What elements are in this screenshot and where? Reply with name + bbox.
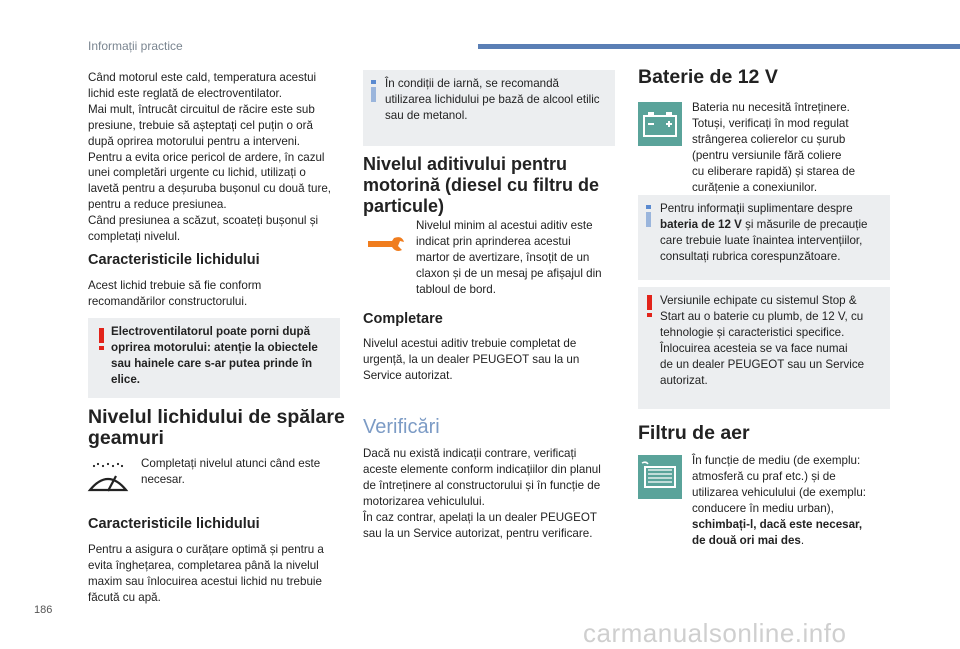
text-line: indicat prin aprinderea acestui [416, 234, 571, 248]
text-line: de un dealer PEUGEOT sau un Service [660, 357, 865, 371]
air-filter-icon [638, 455, 682, 499]
text-line: unei completări urgente cu lichid, utilizați o [88, 166, 306, 180]
text-line: după oprirea motorului pentru a interveni. [88, 134, 301, 148]
text-line: necesar. [141, 472, 185, 486]
text-line: Totuși, verificați în mod regulat [692, 116, 849, 130]
air-filter-text [692, 453, 897, 548]
heading-line: Nivelul lichidului de spălare [88, 406, 345, 428]
bold-phrase: bateria de 12 V [660, 217, 742, 231]
battery-text [692, 100, 897, 195]
text-line: curățenie a conexiunilor. [692, 180, 818, 194]
text-span: . [800, 533, 805, 547]
text-line: Start au o baterie cu plumb, de 12 V, cu [660, 309, 864, 323]
page-number: 186 [34, 604, 53, 616]
text-line: Pentru a evita orice pericol de ardere, în cazul [88, 150, 325, 164]
wrench-icon [366, 233, 406, 255]
text-line: strângerea colierelor cu șurub [692, 132, 846, 146]
verificari-heading: Verificări [363, 416, 440, 438]
text-line: Completați nivelul atunci când este [141, 457, 321, 470]
text-line: (pentru versiunile fără coliere [692, 148, 842, 162]
text-line: Bateria nu necesită întreținere. [692, 101, 850, 114]
text-line: utilizarea lichidului pe bază de alcool etilic [385, 92, 600, 106]
text-line: lichid este reglată de electroventilator. [88, 86, 282, 100]
text-line: făcută cu apă. [88, 590, 161, 604]
text-line: atmosferă cu praf etc.) și de [692, 469, 836, 483]
text-line: sau hainele care s-ar putea prinde în [111, 356, 313, 370]
text-line: lavetă pentru a deșuruba bușonul cu două ture, [88, 182, 331, 196]
winter-info-box [363, 70, 615, 146]
text-line: În funcție de mediu (de exemplu: [692, 454, 861, 467]
washer-fluid-heading [88, 407, 348, 449]
text-line: Pentru a asigura o curățare optimă și pentru a [88, 543, 324, 556]
text-line: consultați rubrica corespunzătoare. [660, 249, 841, 263]
text-line: care trebuie luate înaintea intervențiilor, [660, 233, 863, 247]
text-line: martor de avertizare, însoțit de un [416, 250, 590, 264]
washer-fluid-text [141, 456, 341, 488]
diesel-additive-text [416, 218, 616, 298]
text-line: sau la un Service autorizat, pentru verificare. [363, 526, 593, 540]
text-line-bold: schimbați-l, dacă este necesar, [692, 517, 863, 531]
text-line: În caz contrar, apelați la un dealer PEUGEOT [363, 510, 597, 524]
text-line: Pentru informații suplimentare despre [660, 202, 853, 215]
text-line: Electroventilatorul poate porni după [111, 325, 311, 338]
section-header: Informații practice [88, 39, 183, 53]
text-line: cu eliberare rapidă) și starea de [692, 164, 856, 178]
battery-info-box [638, 195, 890, 280]
coolant-intro [88, 70, 348, 245]
text-line: conducere în mediu urban), [692, 501, 834, 515]
text-line: sau de metanol. [385, 108, 468, 122]
verificari-text [363, 446, 628, 541]
wiper-icon [86, 460, 130, 500]
text-line: Mai mult, întrucât circuitul de răcire este sub [88, 102, 315, 116]
text-line: Când presiunea a scăzut, scoateți bușonul și [88, 214, 319, 228]
fluid-characteristics-heading: Caracteristicile lichidului [88, 252, 260, 268]
battery-icon [638, 102, 682, 146]
warning-exclamation-icon [99, 328, 104, 350]
fan-warning-box [88, 318, 340, 398]
text-span: și măsurile de precauție [741, 217, 868, 231]
text-line: completați nivelul. [88, 230, 181, 244]
completare-text [363, 336, 623, 384]
washer-characteristics-heading: Caracteristicile lichidului [88, 516, 260, 532]
text-line: evita înghețarea, completarea până la nivelul [88, 558, 319, 572]
text-line: Dacă nu există indicații contrare, verificați [363, 447, 577, 460]
text-line: Când motorul este cald, temperatura acestui [88, 71, 317, 84]
text-line: pentru a reduce presiunea. [88, 198, 227, 212]
info-icon [646, 205, 651, 227]
diesel-additive-heading [363, 154, 623, 217]
text-line: În condiții de iarnă, se recomandă [385, 77, 560, 90]
watermark: carmanualsonline.info [583, 618, 847, 648]
text-line: de întreținere al constructorului și în funcție de [363, 478, 601, 492]
text-line: maxim sau înlocuirea acestui lichid nu trebuie [88, 574, 322, 588]
bold-phrase: de două ori mai des [692, 533, 801, 547]
air-filter-heading: Filtru de aer [638, 422, 750, 444]
text-line: Versiunile echipate cu sistemul Stop & [660, 294, 857, 307]
text-line: motorizarea vehiculului. [363, 494, 485, 508]
stop-start-warning-box [638, 287, 890, 409]
info-icon [371, 80, 376, 102]
completare-heading: Completare [363, 311, 443, 327]
text-line [692, 533, 897, 549]
washer-characteristics-text [88, 542, 348, 606]
text-line: Nivelul minim al acestui aditiv este [416, 219, 593, 232]
text-line: presiune, trebuie să așteptați cel puțin o oră [88, 118, 313, 132]
fluid-characteristics-text [88, 278, 348, 310]
text-line: Înlocuirea acesteia se va face numai [660, 341, 848, 355]
text-line: Nivelul acestui aditiv trebuie completat de [363, 337, 577, 350]
warning-exclamation-icon [647, 295, 652, 317]
header-rule [478, 44, 960, 49]
text-line: utilizarea vehiculului (de exemplu: [692, 485, 866, 499]
text-line: claxon și de un mesaj pe afișajul din [416, 266, 602, 280]
text-line: recomandărilor constructorului. [88, 294, 248, 308]
text-line: oprirea motorului: atenție la obiectele [111, 340, 318, 354]
battery-heading: Baterie de 12 V [638, 66, 778, 88]
text-line: tehnologie și caracteristici specifice. [660, 325, 845, 339]
text-line: Service autorizat. [363, 368, 453, 382]
text-line [660, 217, 888, 233]
text-line: autorizat. [660, 373, 708, 387]
heading-line: particule) [363, 196, 445, 216]
text-line: Acest lichid trebuie să fie conform [88, 279, 262, 292]
text-line: urgență, la un dealer PEUGEOT sau la un [363, 352, 580, 366]
text-line: tabloul de bord. [416, 282, 496, 296]
text-line: elice. [111, 372, 141, 386]
heading-line: geamuri [88, 427, 164, 449]
text-line: aceste elemente conform indicațiilor din planul [363, 462, 601, 476]
heading-line: Nivelul aditivului pentru [363, 154, 568, 174]
heading-line: motorină (diesel cu filtru de [363, 175, 600, 195]
